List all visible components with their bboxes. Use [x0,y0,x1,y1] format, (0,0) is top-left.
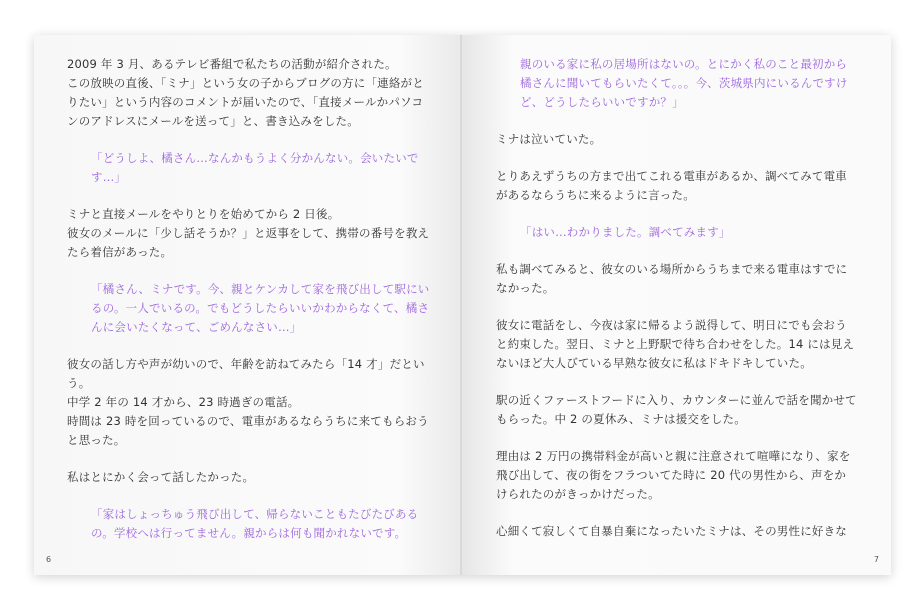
text-line: 中学 2 年の 14 才から、23 時過ぎの電話。 [67,395,300,409]
text-line: 私も調べてみると、彼女のいる場所からうちまで来る電車はすでになかった。 [496,262,848,295]
text-line: 彼女に電話をし、今夜は家に帰るよう説得して、明日にでも会おうと約束した。翌日、ミナと上野駅で待ち合わせをした。14 には見えないほど大人びている早熟な彼女に私はドキドキしていた。 [496,318,855,370]
text-line: 「どうしよ、橘さん…なんかもうよく分かんない。会いたいです…」 [91,151,419,184]
text-line: 私はとにかく会って話したかった。 [67,470,255,484]
text-line: とりあえずうちの方まで出てこれる電車があるか、調べてみて電車があるならうちに来るように言った。 [496,169,847,202]
body-paragraph [496,260,857,298]
body-paragraph [496,130,857,149]
body-paragraph [496,167,857,205]
dialogue-quote [67,280,432,337]
body-paragraph [67,205,432,262]
left-page-body [67,55,432,543]
dialogue-quote [67,505,432,543]
dialogue-quote [67,149,432,187]
text-line: 「橘さん、ミナです。今、親とケンカして家を飛び出して駅にいるの。一人でいるの。でもどうしたらいいかわからなくて、橘さんに会いたくなって、ごめんなさい…」 [91,282,430,334]
body-paragraph [496,316,857,373]
body-paragraph [67,355,432,450]
text-line: 「はい…わかりました。調べてみます」 [520,225,731,239]
dialogue-quote [496,223,857,242]
text-line: 彼女のメールに「少し話そうか？」と返事をして、携帯の番号を教えたら着信があった。 [67,226,430,259]
dialogue-quote [496,55,857,112]
book-spread [34,35,891,575]
text-line: 駅の近くファーストフードに入り、カウンターに並んで話を聞かせてもらった。中 2 の夏休み、ミナは援交をした。 [496,393,857,426]
text-line: 彼女の話し方や声が幼いので、年齢を訪ねてみたら「14 才」だという。 [67,357,425,390]
text-line: 理由は 2 万円の携帯料金が高いと親に注意されて喧嘩になり、家を飛び出して、夜の街をフラついてた時に 20 代の男性から、声をかけられたのがきっかけだった。 [496,449,851,501]
text-line: 親のいる家に私の居場所はないの。とにかく私のこと最初から橘さんに聞いてもらいたくて。。。今、茨城県内にいるんですけど、どうしたらいいですか？」 [520,57,848,109]
page-number-left: 6 [46,555,52,564]
text-line: 時間は 23 時を回っているので、電車があるならうちに来てもらおうと思った。 [67,414,429,447]
text-line: ミナと直接メールをやりとりを始めてから 2 日後。 [67,207,340,221]
page-number-right: 7 [873,555,879,564]
text-line: 心細くて寂しくて自暴自棄になったいたミナは、その男性に好きな [496,524,847,538]
body-paragraph [67,468,432,487]
right-page-body [496,55,857,541]
right-page [462,35,891,575]
text-line: 2009 年 3 月、あるテレビ番組で私たちの活動が紹介された。 [67,57,397,71]
left-page [34,35,462,575]
body-paragraph [496,391,857,429]
text-line: ミナは泣いていた。 [496,132,602,146]
body-paragraph [496,447,857,504]
text-line: 「家はしょっちゅう飛び出して、帰らないこともたびたびあるの。学校へは行ってません。親からは何も聞かれないです。 [91,507,419,540]
text-line: この放映の直後、「ミナ」という女の子からブログの方に「連絡がとりたい」という内容のコメントが届いたので、「直接メールかパソコンのアドレスにメールを送って」と、書き込みをした。 [67,76,424,128]
body-paragraph [67,55,432,131]
body-paragraph [496,522,857,541]
